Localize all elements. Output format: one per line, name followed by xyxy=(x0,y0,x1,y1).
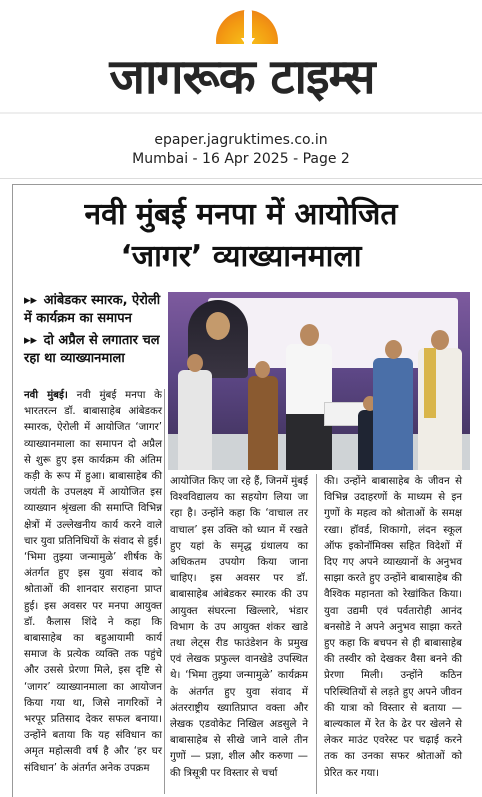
double-arrow-icon: ▸▸ xyxy=(24,293,38,308)
bullet-list xyxy=(24,292,168,372)
bullet-item xyxy=(24,332,168,368)
header-divider xyxy=(0,112,482,114)
section-divider xyxy=(0,178,482,179)
bullet-text: दो अप्रैल से लगातार चल रहा था व्याख्यानमाला xyxy=(24,333,160,366)
column-rule xyxy=(164,389,165,794)
column-rule xyxy=(316,474,317,794)
article-column-1 xyxy=(24,388,162,777)
pen-nib-icon xyxy=(244,8,252,46)
article-clipping xyxy=(12,184,482,797)
column-text: नवी मुंबई मनपा के भारतरत्न डॉ. बाबासाहेब आंबेडकर स्मारक, ऐरोली में आयोजित ‘जागर’ व्याख्यानमाला का समापन दो अप्रैल से शुरू हुए इस कार्यक्रम की अंतिम कड़ी के रूप में हुआ। बाबासाहेब की जयंती के उपलक्ष्य में आयोजित इस व्याख्यान श्रृंखला की समाप्ति विभिन्न क्षेत्रों में उल्लेखनीय कार्य करने वाले चार युवा प्रतिनिधियों के संवाद से हुई। ‘भिमा तुझ्या जन्मामुळे’ शीर्षक के अंतर्गत हुए इस युवा संवाद को श्रोताओं की शानदार सराहना प्राप्त हुई। इस अवसर पर मनपा आयुक्त डॉ. कैलास शिंदे ने कहा कि बाबासाहेब का बहुआयामी कार्य समाज के प्रत्येक व्यक्ति तक पहुंचे और उससे प्रेरणा मिले, इस दृष्टि से ‘जागर’ व्याख्यानमाला का आयोजन किया गया था, जिसे नागरिकों ने भरपूर प्रतिसाद देकर सफल बनाया। उन्होंने बताया कि यह संविधान का अमृत महोत्सवी वर्ष है और ‘हर घर संविधान’ के अंतर्गत अनेक उपक्रम xyxy=(24,390,162,774)
person-figure xyxy=(373,358,413,470)
person-figure xyxy=(418,348,462,470)
bullet-text: आंबेडकर स्मारक, ऐरोली में कार्यक्रम का समापन xyxy=(24,293,161,326)
masthead xyxy=(0,0,482,120)
article-column-2: आयोजित किए जा रहे हैं, जिनमें मुंबई विश्वविद्यालय का सहयोग लिया जा रहा है। उन्होंने कहा कि ‘वाचाल तर वाचाल’ इस उक्ति को ध्यान में रखते हुए यहां के समृद्ध ग्रंथालय का अधिकतम उपयोग किया जाना चाहिए। इस अवसर पर डॉ. बाबासाहेब आंबेडकर स्मारक की उप आयुक्त संघरत्ना खिल्लारे, भंडार विभाग के उप आयुक्त शंकर खाडे तथा लेट्स रीड फाउंडेशन के प्रमुख एवं लेखक प्रफुल्ल वानखेडे उपस्थित थे। ‘भिमा तुझ्या जन्मामुळे’ कार्यक्रम के अंतर्गत हुए युवा संवाद में अंतरराष्ट्रीय ख्यातिप्राप्त वक्ता और लेखक एडवोकेट निखिल अडसुले ने बाबासाहेब से सीखे जाने वाले तीन गुणों — प्रज्ञा, शील और करुणा — की त्रिसूत्री पर विस्तार से चर्चा xyxy=(170,476,308,779)
person-figure xyxy=(178,370,212,470)
clipping-border-top xyxy=(12,184,482,185)
double-arrow-icon: ▸▸ xyxy=(24,333,38,348)
event-photo xyxy=(168,292,470,470)
person-figure xyxy=(248,376,278,470)
headline-line-2: ‘जागर’ व्याख्यानमाला xyxy=(120,239,362,274)
bullet-item xyxy=(24,292,168,328)
dateline: नवी मुंबई। xyxy=(24,390,68,401)
edition-line: Mumbai - 16 Apr 2025 - Page 2 xyxy=(132,151,350,167)
article-column-3: की। उन्होंने बाबासाहेब के जीवन से विभिन्न उदाहरणों के माध्यम से इन गुणों के महत्व को श्रोताओं के समक्ष रखा। हॉवर्ड, शिकागो, लंदन स्कूल ऑफ इकोनॉमिक्स सहित विदेशों में दिए गए अपने व्याख्यानों के अनुभव साझा करते हुए उन्होंने बाबासाहेब की वैश्विक महानता को रेखांकित किया। युवा उद्यमी एवं पर्वतारोही आनंद बनसोडे ने अपने अनुभव साझा करते हुए कहा कि बचपन से ही बाबासाहेब की तस्वीर को देखकर वैसा बनने की प्रेरणा मिली। उन्होंने कठिन परिस्थितियों से लड़ते हुए अपने जीवन की यात्रा को विस्तार से बताया — बाल्यकाल में रेत के ढेर पर खेलने से लेकर माउंट एवरेस्ट पर चढ़ाई करने तक का उनका सफर श्रोताओं को प्रेरित कर गया। xyxy=(324,476,462,779)
epaper-url[interactable]: epaper.jagruktimes.co.in xyxy=(154,132,328,148)
brand-title: जागरूक टाइम्स xyxy=(109,49,375,105)
headline-line-1: नवी मुंबई मनपा में आयोजित xyxy=(84,197,398,232)
